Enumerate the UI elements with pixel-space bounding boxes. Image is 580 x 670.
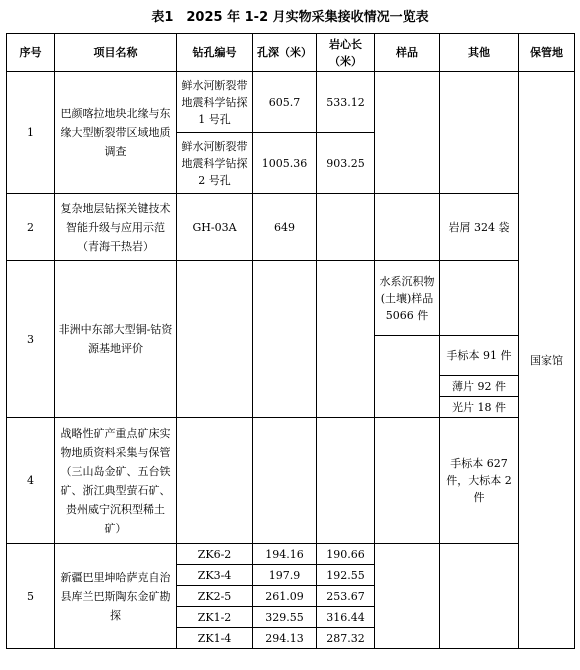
seq-cell: 3: [7, 261, 55, 418]
core-cell: 533.12: [317, 72, 375, 133]
borehole-cell: [177, 418, 253, 544]
header-seq: 序号: [7, 34, 55, 72]
borehole-cell: 鲜水河断裂带地震科学钻探 1 号孔: [177, 72, 253, 133]
depth-cell: [253, 261, 317, 418]
depth-cell: 649: [253, 194, 317, 261]
header-other: 其他: [440, 34, 519, 72]
project-cell: 巴颜喀拉地块北缘与东缘大型断裂带区域地质调查: [55, 72, 177, 194]
project-cell: 战略性矿产重点矿床实物地质资料采集与保管（三山岛金矿、五台铁矿、浙江典型萤石矿、贵州威宁沉积型稀土矿）: [55, 418, 177, 544]
seq-cell: 5: [7, 544, 55, 649]
core-cell: 190.66: [317, 544, 375, 565]
depth-cell: 294.13: [253, 628, 317, 649]
table-row: [7, 194, 575, 261]
header-project: 项目名称: [55, 34, 177, 72]
table-row: [7, 72, 575, 133]
samples-cell: [375, 72, 440, 194]
borehole-cell: 鲜水河断裂带地震科学钻探 2 号孔: [177, 133, 253, 194]
core-cell: 287.32: [317, 628, 375, 649]
depth-cell: 1005.36: [253, 133, 317, 194]
table-row: [7, 544, 575, 565]
samples-cell: [375, 544, 440, 649]
core-cell: 192.55: [317, 565, 375, 586]
samples-cell: [375, 418, 440, 544]
borehole-cell: ZK3-4: [177, 565, 253, 586]
depth-cell: 261.09: [253, 586, 317, 607]
samples-cell: 水系沉积物(土壤)样品 5066 件: [375, 261, 440, 336]
borehole-cell: ZK6-2: [177, 544, 253, 565]
header-depth: 孔深（米）: [253, 34, 317, 72]
depth-cell: [253, 418, 317, 544]
other-cell: [440, 72, 519, 194]
other-cell: 手标本 91 件: [440, 336, 519, 376]
other-cell: 岩屑 324 袋: [440, 194, 519, 261]
data-table: [6, 33, 575, 649]
header-samples: 样品: [375, 34, 440, 72]
borehole-cell: ZK1-4: [177, 628, 253, 649]
depth-cell: 197.9: [253, 565, 317, 586]
header-core: 岩心长（米）: [317, 34, 375, 72]
project-cell: 复杂地层钻探关键技术智能升级与应用示范（青海干热岩）: [55, 194, 177, 261]
borehole-cell: ZK2-5: [177, 586, 253, 607]
borehole-cell: [177, 261, 253, 418]
borehole-cell: GH-03A: [177, 194, 253, 261]
other-cell: [440, 544, 519, 649]
table-title: 表1 2025 年 1-2 月实物采集接收情况一览表: [151, 10, 429, 25]
samples-cell: [375, 336, 440, 418]
table-row: [7, 418, 575, 544]
depth-cell: 194.16: [253, 544, 317, 565]
borehole-cell: ZK1-2: [177, 607, 253, 628]
other-cell: 手标本 627 件，大标本 2 件: [440, 418, 519, 544]
seq-cell: 1: [7, 72, 55, 194]
other-cell: 薄片 92 件: [440, 376, 519, 397]
core-cell: [317, 418, 375, 544]
core-cell: [317, 194, 375, 261]
core-cell: [317, 261, 375, 418]
seq-cell: 4: [7, 418, 55, 544]
depth-cell: 329.55: [253, 607, 317, 628]
header-row: [7, 34, 575, 72]
header-storage: 保管地: [519, 34, 575, 72]
core-cell: 903.25: [317, 133, 375, 194]
core-cell: 253.67: [317, 586, 375, 607]
other-cell: [440, 261, 519, 336]
storage-cell: 国家馆: [519, 72, 575, 649]
project-cell: 新疆巴里坤哈萨克自治县库兰巴斯陶东金矿勘探: [55, 544, 177, 649]
header-borehole: 钻孔编号: [177, 34, 253, 72]
depth-cell: 605.7: [253, 72, 317, 133]
table-row: [7, 261, 575, 336]
other-cell: 光片 18 件: [440, 397, 519, 418]
samples-cell: [375, 194, 440, 261]
core-cell: 316.44: [317, 607, 375, 628]
seq-cell: 2: [7, 194, 55, 261]
project-cell: 非洲中东部大型铜-钴资源基地评价: [55, 261, 177, 418]
